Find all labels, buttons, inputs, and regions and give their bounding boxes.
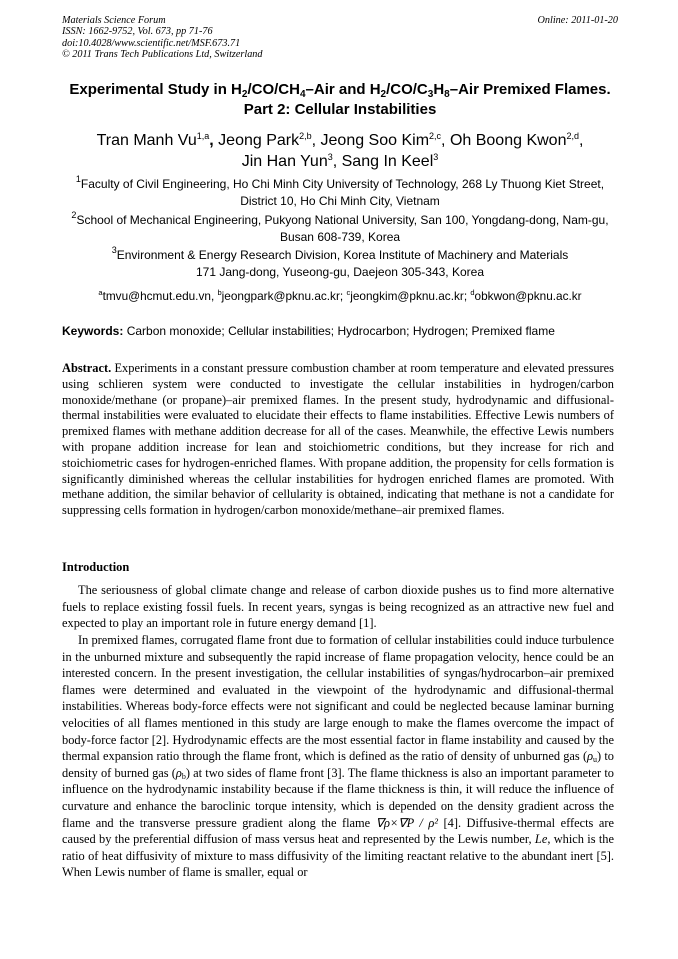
title-subscript: 2 (380, 89, 387, 100)
paragraph-text: In premixed flames, corrugated flame front due to formation of cellular instabilities could induce turbulence in the unburned mixture and subsequently the rapid increase of flame propagation velocity, hence could be an interested concern. In the present investigation, the cellular instabilities of syngas/hydrocarbon–air premixed flames were determined and evaluated in the viewpoint of the hydrodynamic and diffusional-thermal instabilities. Whereas body-force effects were not significant and could be neglected because laminar burning velocities of all flames mentioned in this study are large enough to make the flames overcome the impact of body-force factor [2]. Hydrodynamic effects are the most essential factor in flame instability and caused by the thermal expansion ratio through the flame front, which is defined as the ratio of density of unburned gas ( (62, 633, 614, 764)
author-separator: , (441, 132, 450, 149)
title-subscript: 8 (444, 89, 450, 100)
author-name: Sang In Keel (341, 153, 434, 170)
title-part: /CO/C (386, 81, 428, 98)
email-address[interactable]: jeongkim@pknu.ac.kr (350, 289, 464, 303)
lewis-number-symbol: Le (534, 832, 548, 847)
author-affiliation-mark: 2,b (299, 131, 312, 141)
affiliation-mark: 1 (75, 174, 81, 184)
author-name: Jeong Park (218, 132, 300, 149)
author-separator: , (209, 132, 219, 149)
email-mark: d (470, 288, 475, 297)
author-affiliation-mark: 3 (327, 152, 333, 162)
abstract-label: Abstract. (62, 361, 112, 375)
keywords-line (62, 323, 618, 340)
keywords-label: Keywords: (62, 324, 124, 338)
abstract-text: Experiments in a constant pressure combustion chamber at room temperature and elevated pressures using schlieren system were conducted to investigate the cellular instabilities in hydrogen/carbon monoxide/methane (or propane)–air premixed flames. In the present study, hydrodynamic and diffusional-thermal instabilities were evaluated to elucidate their effects to flame instabilities. Effective Lewis numbers of premixed flames with methane addition decrease for all of the cases. Meanwhile, the effective Lewis numbers with propane addition increase for lean and stoichiometric conditions, but they increase for rich and stoichiometric cases for hydrogen-enriched flames. With propane addition, the propensity for cells formation is significantly diminished whereas the cellular instabilities for hydrogen enriched flames are promoted. With methane addition, the similar behavior of cellularity is obtained, indicating that methane is not a candidate for suppressing cells formation in hydrogen/carbon monoxide/methane–air premixed flames. (62, 361, 614, 518)
author-affiliation-mark: 2,d (566, 131, 579, 141)
paragraph-text: ) to density of burned gas ( (62, 749, 614, 780)
author-list (62, 130, 618, 172)
online-date: Online: 2011-01-20 (537, 15, 618, 26)
email-mark: c (346, 288, 351, 297)
rho-subscript-burned: b (181, 771, 186, 781)
intro-paragraph-1: The seriousness of global climate change and release of carbon dioxide pushes us to find more alternative fuels to replace existing fossil fuels. In recent years, syngas is being recognized as an attractive new fuel and expected to play an important role in future energy demand [1]. (62, 583, 614, 631)
author-separator: , (311, 132, 321, 149)
journal-name: Materials Science Forum (62, 15, 166, 26)
author-affiliation-mark: 2,c (429, 131, 442, 141)
email-separator: ; (463, 289, 471, 303)
email-address[interactable]: obkwon@pknu.ac.kr (474, 289, 582, 303)
affiliation-1 (62, 176, 618, 210)
email-mark: a (98, 288, 103, 297)
rho-symbol: ρ (587, 749, 594, 764)
author-name: Tran Manh Vu (96, 132, 197, 149)
affiliation-2 (62, 212, 618, 246)
email-separator: , (210, 289, 218, 303)
email-address[interactable]: jeongpark@pknu.ac.kr (221, 289, 340, 303)
keywords-text: Carbon monoxide; Cellular instabilities; Hydrocarbon; Hydrogen; Premixed flame (126, 324, 555, 338)
title-subscript: 4 (299, 89, 306, 100)
title-subscript: 2 (241, 89, 248, 100)
affiliation-text: Faculty of Civil Engineering, Ho Chi Minh City University of Technology, 268 Ly Thuong Kiet Street, District 10, Ho Chi Minh City, Vietnam (80, 177, 605, 208)
title-part: H (433, 81, 445, 98)
copyright-line: © 2011 Trans Tech Publications Ltd, Switzerland (62, 48, 263, 60)
author-affiliation-mark: 1,a (196, 131, 210, 141)
paragraph-text: , which is the ratio of heat diffusivity of mixture to mass diffusivity of the limiting reactant relative to the abundant inert [5]. When Lewis number of flame is smaller, equal or (62, 832, 614, 880)
email-list (62, 288, 618, 305)
email-address[interactable]: tmvu@hcmut.edu.vn (102, 289, 211, 303)
affiliation-mark: 3 (111, 245, 117, 255)
author-name: Oh Boong Kwon (449, 132, 567, 149)
issn-line: ISSN: 1662-9752, Vol. 673, pp 71-76 (62, 26, 213, 38)
intro-paragraph-2 (62, 632, 614, 881)
doi-line[interactable]: doi:10.4028/www.scientific.net/MSF.673.71 (62, 37, 241, 49)
title-subscript: 3 (427, 89, 434, 100)
rho-subscript-unburned: u (593, 755, 598, 765)
affiliation-mark: 2 (71, 210, 77, 220)
author-name: Jeong Soo Kim (320, 132, 430, 149)
section-heading-introduction: Introduction (62, 560, 130, 574)
title-part: /CO/CH (247, 81, 300, 98)
author-separator: , (332, 153, 342, 170)
abstract-paragraph (62, 361, 614, 519)
title-part: –Air and H (305, 81, 381, 98)
author-name: Jin Han Yun (241, 153, 328, 170)
email-mark: b (217, 288, 222, 297)
paragraph-text: ) at two sides of flame front [3]. The flame thickness is also an important parameter to influence on the hydrodynamic instability because if the flame thickness is thin, it will reduce the influence of curvature and enhance the baroclinic torque intensity, which is depended on the density gradient across the flame and the transverse pressure gradient along the flame (62, 765, 614, 830)
affiliation-text: School of Mechanical Engineering, Pukyong National University, San 100, Yongdang-dong, Nam-gu, Busan 608-739, Korea (76, 213, 609, 244)
affiliation-address: 171 Jang-dong, Yuseong-gu, Daejeon 305-343, Korea (195, 265, 484, 279)
paragraph-text: [4]. Diffusive-thermal effects are caused by the preferential diffusion of mass versus heat and represented by the Lewis number, (62, 815, 615, 847)
affiliation-3 (62, 247, 618, 281)
journal-header (62, 15, 618, 60)
title-part: Experimental Study in H (69, 81, 242, 98)
author-affiliation-mark: 3 (433, 152, 439, 162)
affiliation-text: Environment & Energy Research Division, Korea Institute of Machinery and Materials (116, 248, 569, 262)
paper-title (62, 80, 618, 120)
email-separator: ; (339, 289, 347, 303)
rho-symbol: ρ (175, 765, 182, 780)
author-separator: , (578, 132, 584, 149)
baroclinic-formula: ∇ρ×∇P / ρ² (375, 815, 439, 830)
title-part: –Air Premixed Flames. Part 2: Cellular Instabilities (243, 81, 611, 118)
